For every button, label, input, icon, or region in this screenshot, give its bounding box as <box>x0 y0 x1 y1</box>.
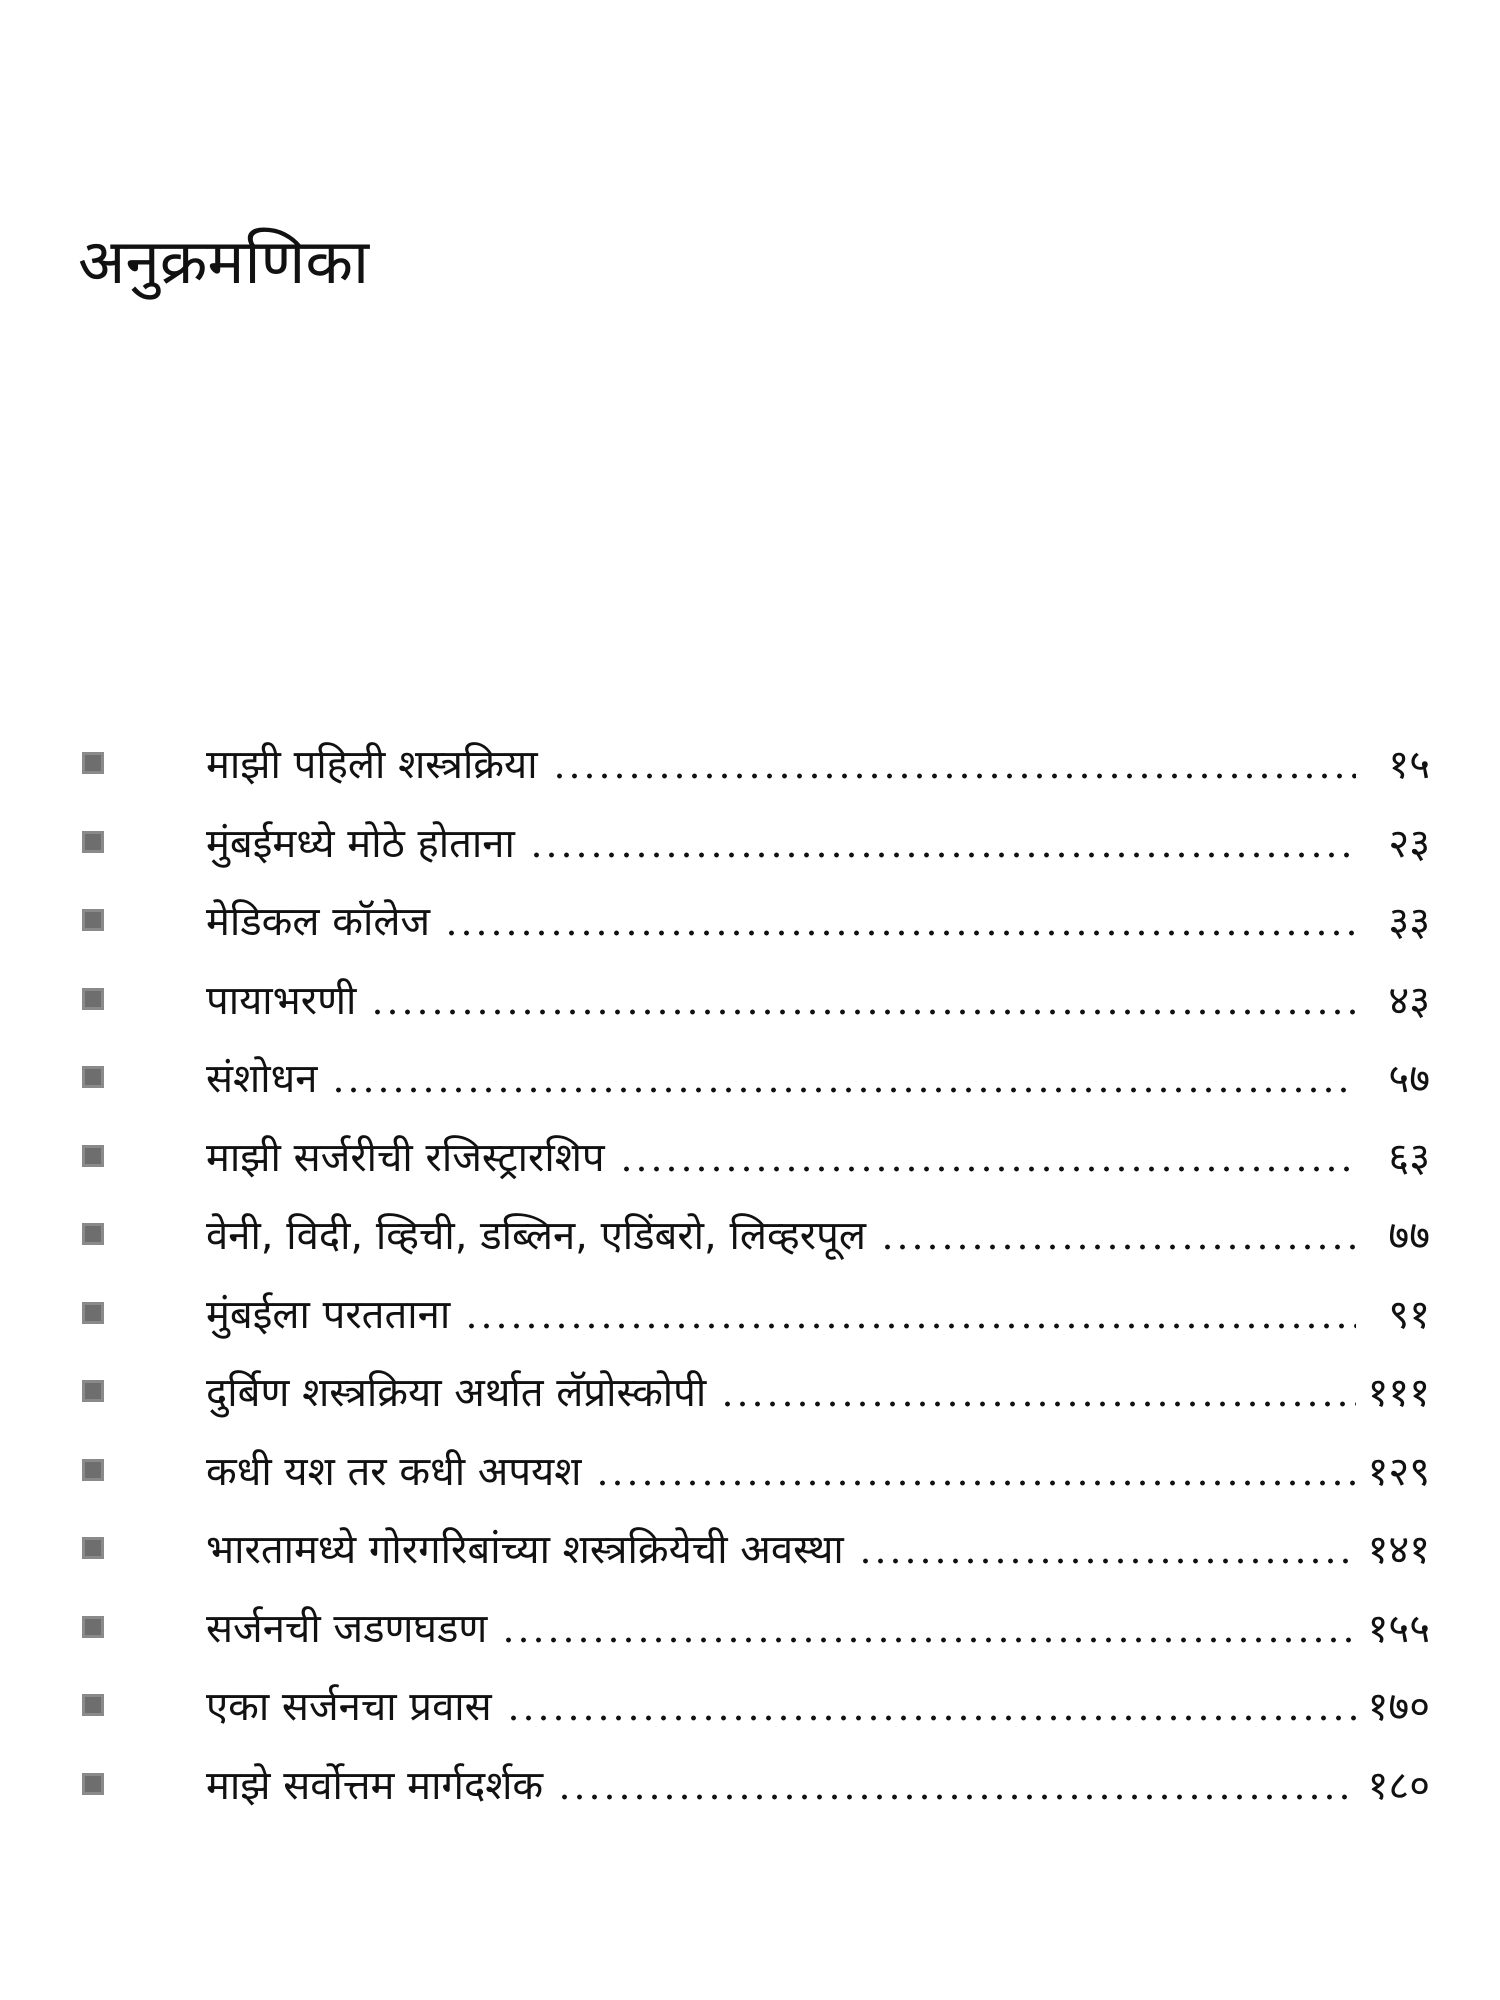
toc-entry-title: पायाभरणी <box>206 977 357 1024</box>
toc-entry-title: मुंबईमध्ये मोठे होताना <box>206 820 515 867</box>
toc-page-number: १५५ <box>1367 1605 1430 1652</box>
dot-leader <box>619 1166 1356 1172</box>
toc-entry <box>78 1437 1430 1516</box>
toc-entry <box>78 809 1430 888</box>
toc-page-number: ९१ <box>1388 1291 1430 1338</box>
toc-page-number: १७० <box>1367 1684 1430 1730</box>
toc-entry <box>78 1123 1430 1202</box>
square-bullet-icon <box>82 1145 104 1167</box>
toc-entry <box>78 1515 1430 1594</box>
dot-leader <box>444 930 1356 936</box>
toc-page-number: १११ <box>1367 1370 1430 1416</box>
dot-leader <box>506 1715 1356 1721</box>
toc-entry-line <box>206 1437 1430 1507</box>
square-bullet-icon <box>82 988 104 1010</box>
dot-leader <box>595 1480 1355 1486</box>
toc-entry-title: मेडिकल कॉलेज <box>206 899 431 945</box>
dot-leader <box>370 1009 1356 1015</box>
toc-entry-line <box>206 1751 1430 1821</box>
toc-entry <box>78 1594 1430 1673</box>
toc-entry-line <box>206 1044 1430 1114</box>
toc-page-number: ४३ <box>1388 977 1430 1024</box>
dot-leader <box>501 1637 1355 1643</box>
dot-leader <box>720 1401 1355 1407</box>
toc-page-number: १४१ <box>1367 1527 1430 1573</box>
toc-entry-line <box>206 1515 1430 1585</box>
toc-entry-line <box>206 1280 1430 1350</box>
toc-entry <box>78 966 1430 1045</box>
toc-entry-line <box>206 1201 1430 1271</box>
toc-page-number: १२९ <box>1367 1448 1430 1495</box>
square-bullet-icon <box>82 1773 104 1795</box>
toc-entry-title: मुंबईला परतताना <box>206 1291 451 1338</box>
toc-page-number: १८० <box>1367 1762 1430 1809</box>
dot-leader <box>858 1558 1356 1564</box>
square-bullet-icon <box>82 1537 104 1559</box>
toc-entry-title: भारतामध्ये गोरगरिबांच्या शस्त्रक्रियेची अवस्था <box>206 1527 844 1573</box>
square-bullet-icon <box>82 831 104 853</box>
toc-entry-line <box>206 887 1430 957</box>
toc-entry-title: सर्जनची जडणघडण <box>206 1605 488 1652</box>
toc-entry-line <box>206 966 1430 1036</box>
toc-entry <box>78 887 1430 966</box>
toc-entry <box>78 1358 1430 1437</box>
toc-entry-title: माझी पहिली शस्त्रक्रिया <box>206 742 538 788</box>
toc-entry-line <box>206 1672 1430 1742</box>
toc-entry-title: माझे सर्वोत्तम मार्गदर्शक <box>206 1762 544 1809</box>
toc-entry-line <box>206 1594 1430 1664</box>
toc-entry-line <box>206 1358 1430 1428</box>
square-bullet-icon <box>82 1380 104 1402</box>
square-bullet-icon <box>82 752 104 774</box>
toc-entry-title: कधी यश तर कधी अपयश <box>206 1448 582 1495</box>
square-bullet-icon <box>82 1223 104 1245</box>
toc-entry <box>78 1672 1430 1751</box>
dot-leader <box>552 773 1356 779</box>
toc-entry-title: वेनी, विदी, व्हिची, डब्लिन, एडिंबरो, लिव्हरपूल <box>206 1213 866 1259</box>
dot-leader <box>464 1323 1356 1329</box>
dot-leader <box>557 1794 1355 1800</box>
toc-entry-line <box>206 1123 1430 1193</box>
toc-entry <box>78 1044 1430 1123</box>
toc-entry <box>78 1201 1430 1280</box>
toc-entry-title: संशोधन <box>206 1056 318 1102</box>
dot-leader <box>331 1087 1356 1093</box>
toc-page-number: ७७ <box>1388 1213 1430 1259</box>
toc-entry-title: माझी सर्जरीची रजिस्ट्रारशिप <box>206 1134 605 1181</box>
toc-page-number: ३३ <box>1388 899 1430 945</box>
toc-page-number: ५७ <box>1388 1056 1430 1102</box>
toc-entry <box>78 1280 1430 1359</box>
square-bullet-icon <box>82 909 104 931</box>
toc-entry-line <box>206 730 1430 800</box>
square-bullet-icon <box>82 1694 104 1716</box>
toc-entry-title: एका सर्जनचा प्रवास <box>206 1684 492 1730</box>
dot-leader <box>529 852 1356 858</box>
toc-page-number: ६३ <box>1388 1134 1430 1181</box>
toc-entry <box>78 730 1430 809</box>
toc-entry-title: दुर्बिण शस्त्रक्रिया अर्थात लॅप्रोस्कोपी <box>206 1370 707 1416</box>
square-bullet-icon <box>82 1616 104 1638</box>
toc-page-number: १५ <box>1388 742 1430 788</box>
dot-leader <box>880 1244 1356 1250</box>
page-title: अनुक्रमणिका <box>78 225 370 298</box>
table-of-contents <box>78 730 1430 1829</box>
toc-entry-line <box>206 809 1430 879</box>
square-bullet-icon <box>82 1459 104 1481</box>
toc-page-number: २३ <box>1388 820 1430 867</box>
square-bullet-icon <box>82 1302 104 1324</box>
square-bullet-icon <box>82 1066 104 1088</box>
toc-entry <box>78 1751 1430 1830</box>
